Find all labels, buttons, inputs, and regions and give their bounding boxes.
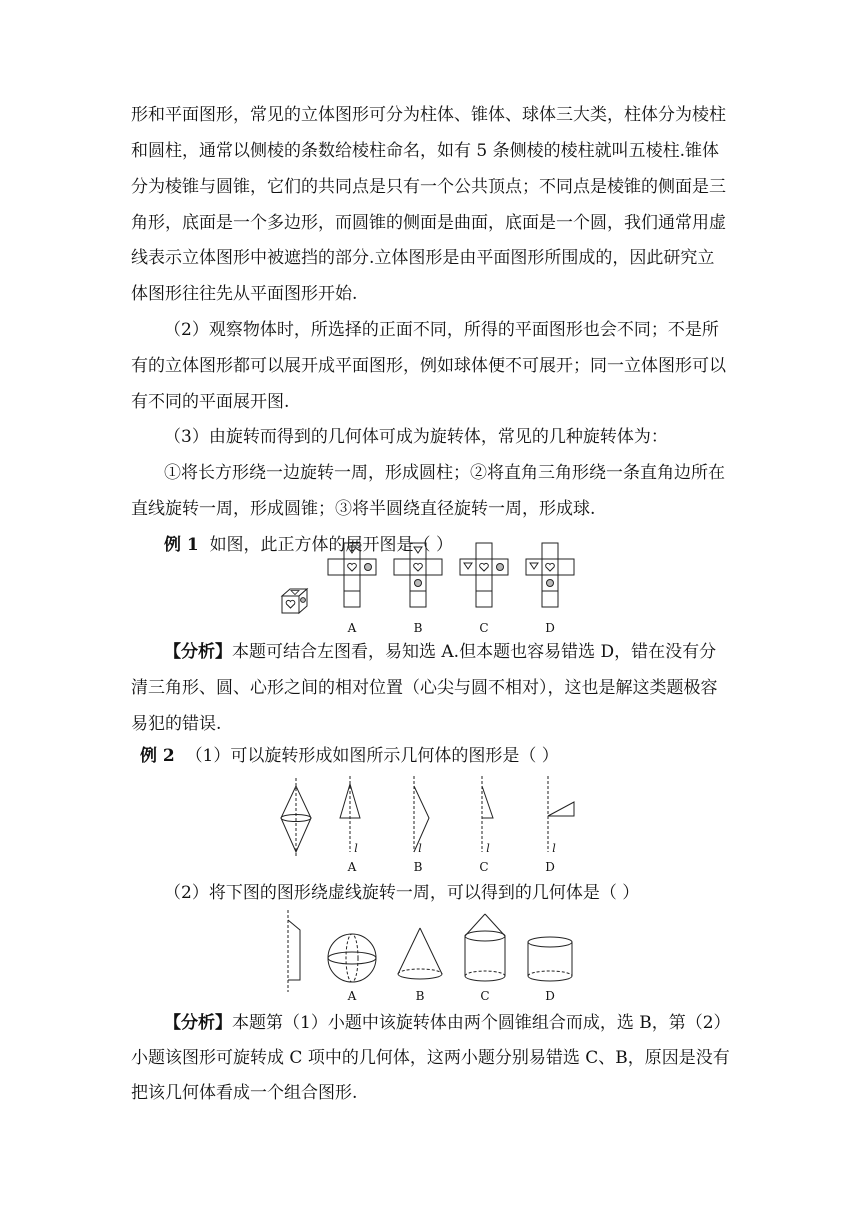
option-c-shape [482,776,493,852]
analysis1-line: 【分析】本题可结合左图看，易知选 A.但本题也容易错选 D，错在没有分 [164,642,717,662]
option-a-sphere [328,934,376,982]
text-line: 角形，底面是一个多边形，而圆锥的侧面是曲面，底面是一个圆，我们通常用虚 [131,213,726,233]
text-line: 有的立体图形都可以展开成平面图形，例如球体便不可展开；同一立体图形可以 [131,356,726,376]
solids-figure [280,908,590,1004]
text-line: 有不同的平面展开图. [131,392,290,412]
analysis1-line: 清三角形、圆、心形之间的相对位置（心尖与圆不相对），这也是解这类题极容 [131,678,718,698]
axis-label: l [486,842,490,855]
option-label: D [545,860,555,874]
net-a [328,543,376,607]
analysis1-label: 【分析】 [164,642,232,662]
analysis1-line: 易犯的错误. [131,714,222,734]
option-d-shape [548,776,574,852]
cube-icon [282,589,307,613]
option-d-cylinder [528,937,572,981]
option-label: D [545,989,555,1003]
option-label: B [413,621,423,635]
text-line: 线表示立体图形中被遮挡的部分.立体图形是由平面图形所围成的，因此研究立 [131,248,715,268]
analysis2-line: 【分析】本题第（1）小题中该旋转体由两个圆锥组合而成，选 B，第（2） [164,1013,731,1033]
text-line: 形和平面图形，常见的立体图形可分为柱体、锥体、球体三大类，柱体分为棱柱 [131,105,726,125]
text-line: ①将长方形绕一边旋转一周，形成圆柱；②将直角三角形绕一条直角边所在 [164,463,725,483]
double-cone-icon [281,778,311,858]
plane-figure-icon [288,910,300,992]
option-a-shape [340,776,360,852]
example2-label: 例 2 [140,746,175,766]
example1-text: 如图，此正方体的展开图是（ ） [209,535,453,555]
text-line: 和圆柱，通常以侧棱的条数给棱柱命名，如有 5 条侧棱的棱柱就叫五棱柱.锥体 [131,141,720,161]
text-line: 分为棱锥与圆锥，它们的共同点是只有一个公共顶点；不同点是棱锥的侧面是三 [131,177,726,197]
option-label: A [347,989,357,1003]
example1-label: 例 1 [164,535,199,555]
axis-label: l [552,842,556,855]
option-label: A [347,621,357,635]
analysis2-label: 【分析】 [164,1013,232,1033]
analysis2-line: 把该几何体看成一个组合图形. [131,1083,358,1103]
option-b-shape [414,776,429,852]
net-d [526,543,574,607]
analysis2-line: 小题该图形可旋转成 C 项中的几何体，这两小题分别易错选 C、B，原因是没有 [131,1048,730,1068]
option-b-cone [398,928,442,979]
example2-text: （1）可以旋转形成如图所示几何体的图形是（ ） [185,746,559,766]
option-label: C [479,621,489,635]
example2 [140,744,740,768]
text-line: （3）由旋转而得到的几何体可成为旋转体，常见的几种旋转体为： [164,427,668,447]
net-c [460,543,508,607]
text-line: 体图形往往先从平面图形开始. [131,284,358,304]
example2-part2: （2）将下图的图形绕虚线旋转一周，可以得到的几何体是（ ） [164,883,640,903]
option-label: B [415,989,425,1003]
cube-nets-figure [270,538,590,640]
option-label: B [413,860,423,874]
option-label: A [347,860,357,874]
option-label: D [545,621,555,635]
text-line: 直线旋转一周，形成圆锥；③将半圆绕直径旋转一周，形成球. [131,499,596,519]
option-c-cone-cylinder [465,914,505,981]
option-label: C [480,989,490,1003]
axis-label: l [418,842,422,855]
net-b [394,543,442,607]
text-line: （2）观察物体时，所选择的正面不同，所得的平面图形也会不同；不是所 [164,320,719,340]
option-label: C [479,860,489,874]
axis-label: l [354,842,358,855]
rotation-figure [270,772,590,876]
